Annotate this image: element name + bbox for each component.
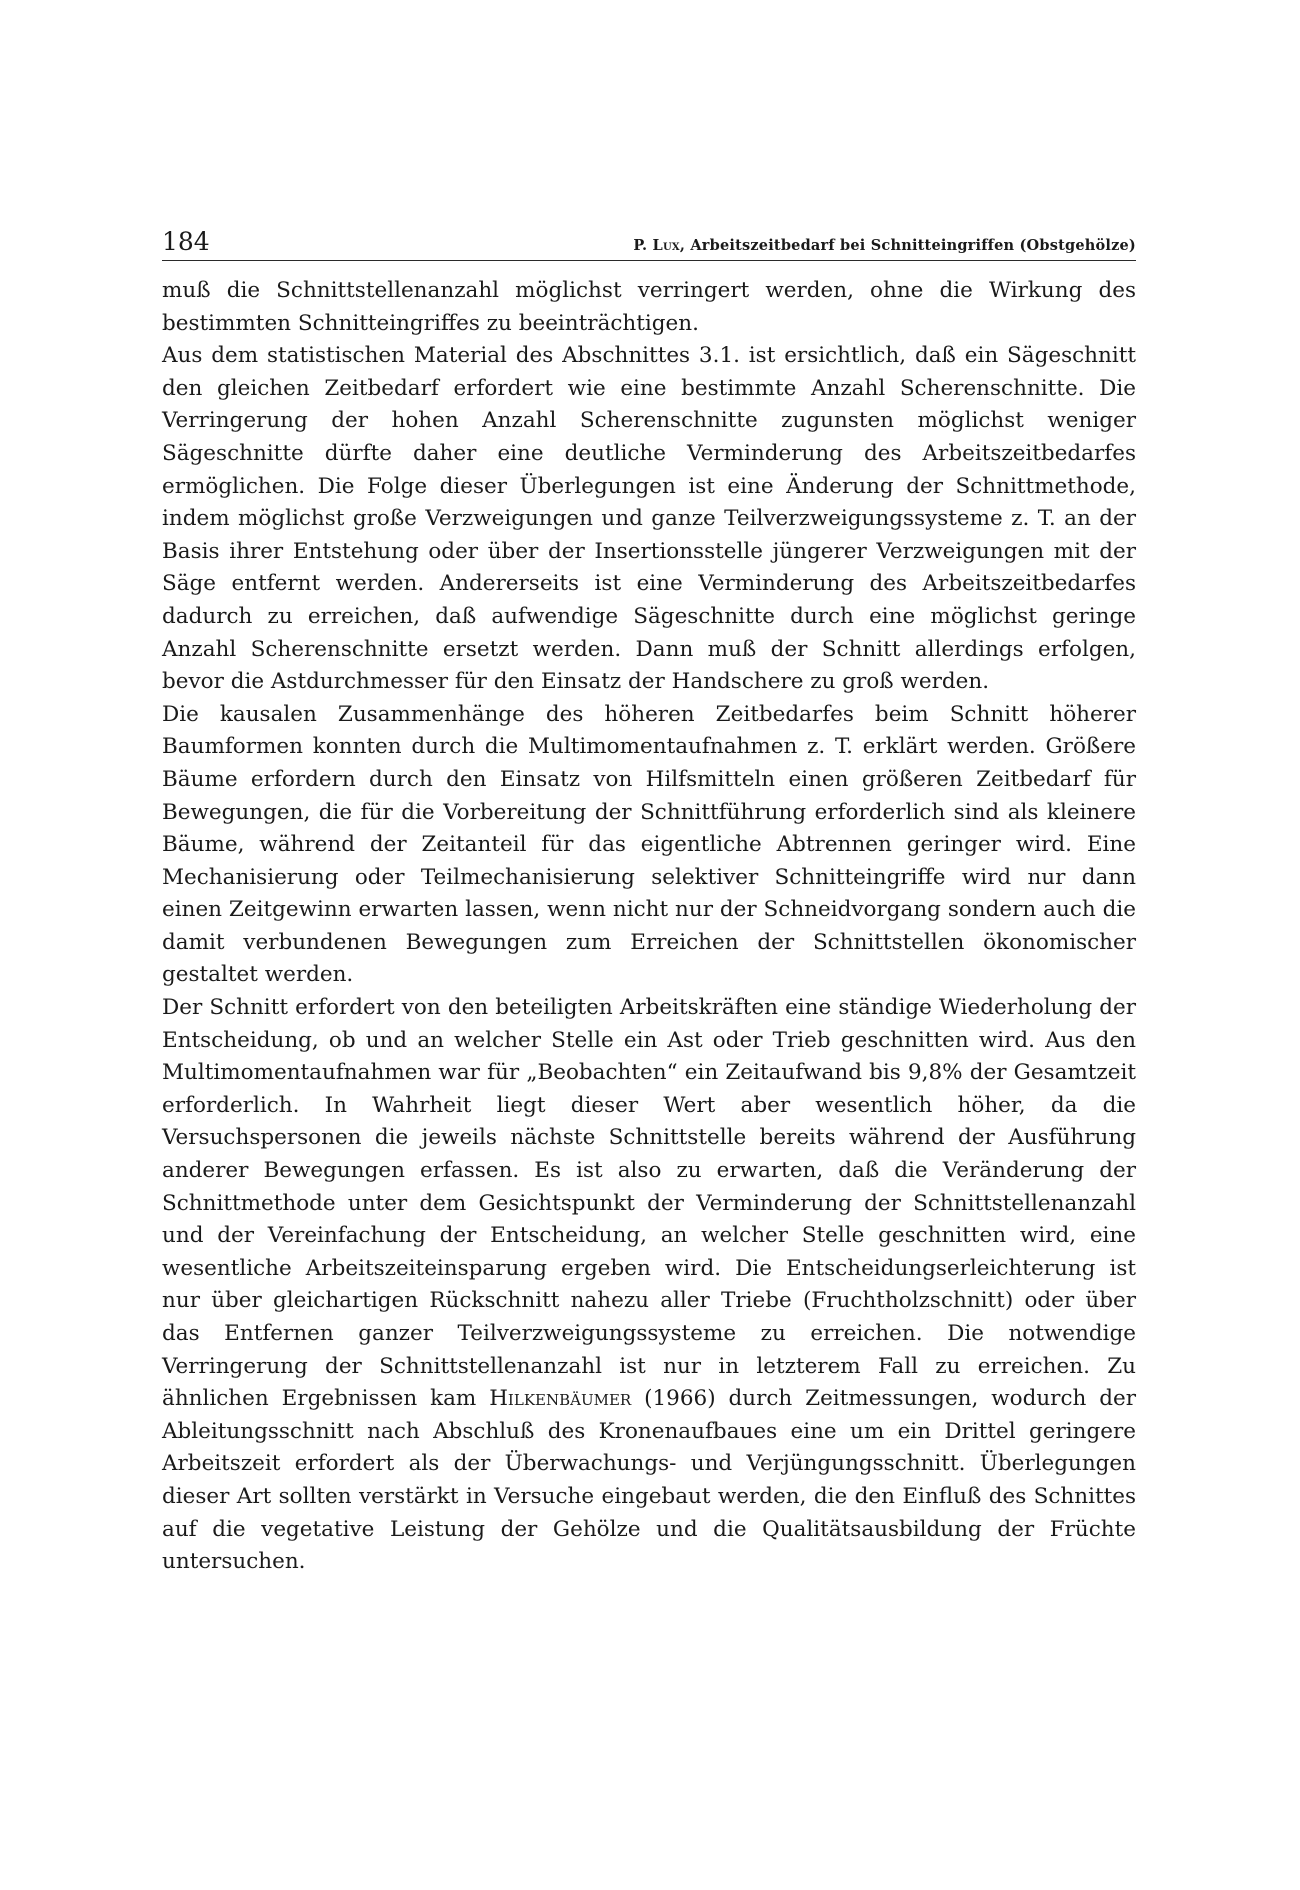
paragraph-2: Aus dem statistischen Material des Abschnittes 3.1. ist ersichtlich, daß ein Sägeschnitt den gleichen Zeitbedarf erfordert wie eine bestimmte Anzahl Scherenschnitte. Die Verringerung der hohen Anzahl Scherenschnitte zugunsten möglichst weniger Sägeschnitte dürfte daher eine deutliche Verminderung des Arbeitszeitbedarfes ermöglichen. Die Folge dieser Überlegungen ist eine Änderung der Schnittmethode, indem möglichst große Verzweigungen und ganze Teilverzweigungssysteme z. T. an der Basis ihrer Entstehung oder über der Insertionsstelle jüngerer Verzweigungen mit der Säge entfernt werden. Andererseits ist eine Verminderung des Arbeitszeitbedarfes dadurch zu erreichen, daß aufwendige Sägeschnitte durch eine möglichst geringe Anzahl Scherenschnitte ersetzt werden. Dann muß der Schnitt allerdings erfolgen, bevor die Astdurchmesser für den Einsatz der Handschere zu groß werden.	[162, 343, 1136, 695]
paragraph-4	[162, 992, 1136, 1579]
paragraph-4-text-start: Der Schnitt erfordert von den beteiligten Arbeitskräften eine ständige Wiederholung der Entscheidung, ob und an welcher Stelle ein Ast oder Trieb geschnitten wird. Aus den Multimomentaufnahmen war für „Beobachten“ ein Zeitaufwand bis 9,8% der Gesamtzeit erforderlich. In Wahrheit liegt dieser Wert aber wesentlich höher, da die Versuchspersonen die jeweils nächste Schnittstelle bereits während der Ausführung anderer Bewegungen erfassen. Es ist also zu erwarten, daß die Veränderung der Schnittmethode unter dem Gesichtspunkt der Verminderung der Schnittstellenanzahl und der Vereinfachung der Entscheidung, an welcher Stelle geschnitten wird, eine wesentliche Arbeitszeiteinsparung ergeben wird. Die Entscheidungserleichterung ist nur über gleichartigen Rückschnitt nahezu aller Triebe (Fruchtholzschnitt) oder über das Entfernen ganzer Teilverzweigungssysteme zu erreichen. Die notwendige Verringerung der Schnittstellenanzahl ist nur in letzterem Fall zu erreichen. Zu ähnlichen Ergebnissen kam	[162, 995, 1136, 1412]
header-author: P. Lux	[633, 237, 680, 254]
paragraph-4-text-end: (1966) durch Zeitmessungen, wodurch der Ableitungsschnitt nach Abschluß des Kronenaufbaues eine um ein Drittel geringere Arbeitszeit erfordert als der Überwachungs- und Verjüngungsschnitt. Überlegungen dieser Art sollten verstärkt in Versuche eingebaut werden, die den Einfluß des Schnittes auf die vegetative Leistung der Gehölze und die Qualitätsausbildung der Früchte untersuchen.	[162, 1386, 1136, 1575]
cited-author-name: Hilkenbäumer	[489, 1386, 632, 1412]
running-head	[162, 228, 1136, 261]
page-number: 184	[162, 227, 210, 256]
paragraph-1: muß die Schnittstellenanzahl möglichst verringert werden, ohne die Wirkung des bestimmten Schnitteingriffes zu beeinträchtigen.	[162, 278, 1136, 336]
body-text	[162, 275, 1136, 1579]
header-title: , Arbeitszeitbedarf bei Schnitteingriffen (Obstgehölze)	[679, 237, 1136, 254]
running-title	[633, 236, 1136, 256]
paragraph-3: Die kausalen Zusammenhänge des höheren Zeitbedarfes beim Schnitt höherer Baumformen konnten durch die Multimomentaufnahmen z. T. erklärt werden. Größere Bäume erfordern durch den Einsatz von Hilfsmitteln einen größeren Zeitbedarf für Bewegungen, die für die Vorbereitung der Schnittführung erforderlich sind als kleinere Bäume, während der Zeitanteil für das eigentliche Abtrennen geringer wird. Eine Mechanisierung oder Teilmechanisierung selektiver Schnitteingriffe wird nur dann einen Zeitgewinn erwarten lassen, wenn nicht nur der Schneidvorgang sondern auch die damit verbundenen Bewegungen zum Erreichen der Schnittstellen ökonomischer gestaltet werden.	[162, 701, 1136, 988]
document-page	[162, 228, 1136, 1579]
